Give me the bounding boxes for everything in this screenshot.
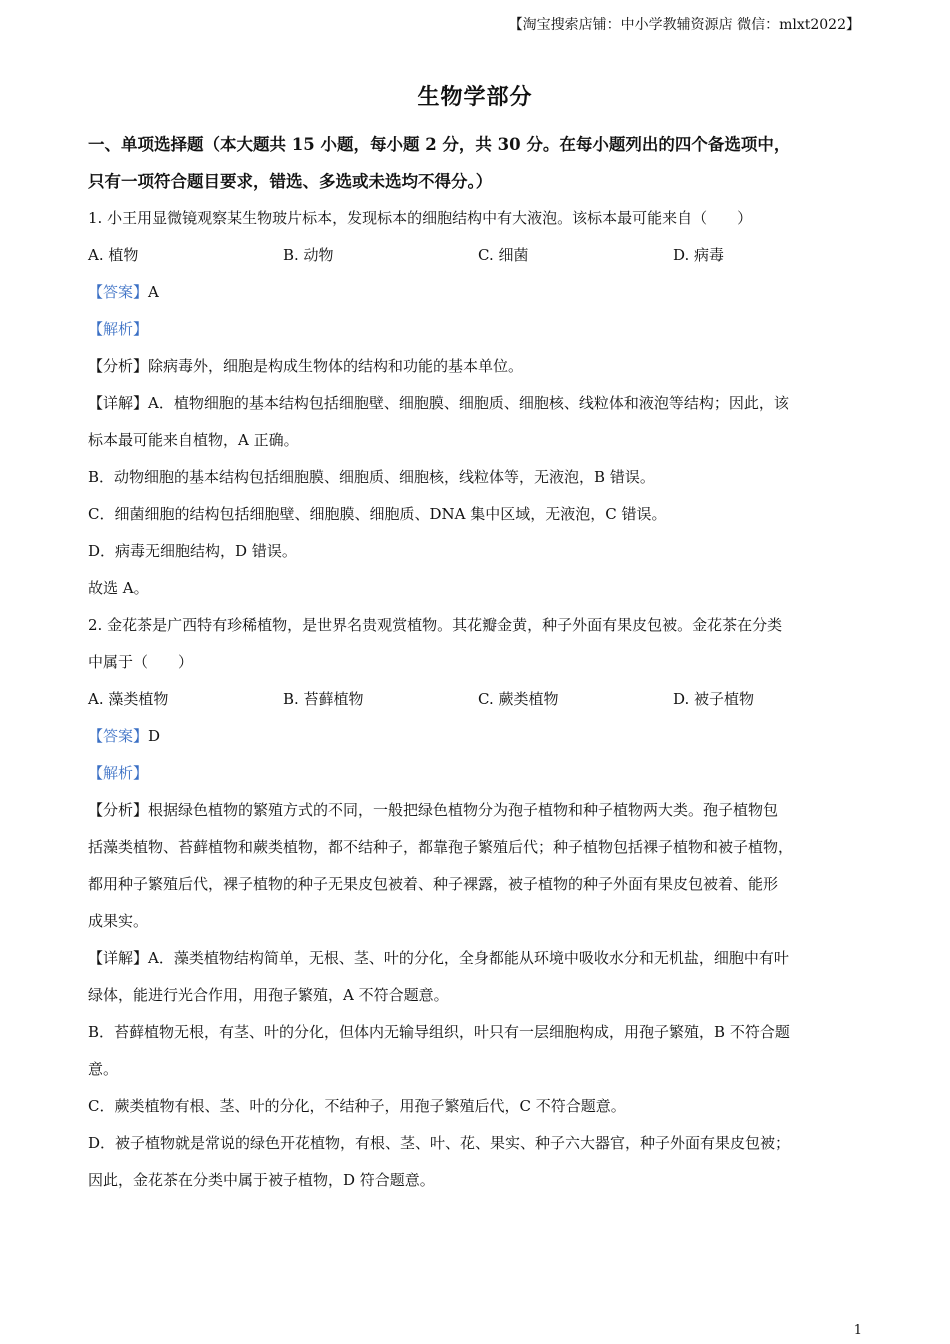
q2-option-a: A. 藻类植物 xyxy=(88,690,169,708)
q1-option-c: C. 细菌 xyxy=(478,246,529,264)
q2-option-c: C. 蕨类植物 xyxy=(478,690,559,708)
q1-option-a: A. 植物 xyxy=(88,246,139,264)
q1-answer xyxy=(88,274,868,311)
page-number: 1 xyxy=(853,1323,862,1338)
q1-analysis-tag: 【解析】 xyxy=(88,320,149,338)
q2-fenxi-line2: 括藻类植物、苔藓植物和蕨类植物，都不结种子，都靠孢子繁殖后代；种子植物包括裸子植物和被子植物， xyxy=(88,838,794,856)
q2-detail-b1: B．苔藓植物无根，有茎、叶的分化，但体内无输导组织，叶只有一层细胞构成，用孢子繁殖，B 不符合题 xyxy=(88,1023,790,1041)
section-heading-line2: 只有一项符合题目要求，错选、多选或未选均不得分。） xyxy=(88,172,493,191)
q1-detail-b: B．动物细胞的基本结构包括细胞膜、细胞质、细胞核，线粒体等，无液泡，B 错误。 xyxy=(88,468,655,486)
q2-answer-tag: 【答案】 xyxy=(88,727,149,745)
q2-detail-a2: 绿体，能进行光合作用，用孢子繁殖，A 不符合题意。 xyxy=(88,986,449,1004)
q2-fenxi-line4: 成果实。 xyxy=(88,912,149,930)
q1-detail-a1: A．植物细胞的基本结构包括细胞壁、细胞膜、细胞质、细胞核、线粒体和液泡等结构；因此，该 xyxy=(148,394,789,412)
section-heading-line1: 一、单项选择题（本大题共 15 小题，每小题 2 分，共 30 分。在每小题列出的四个备选项中， xyxy=(88,135,791,154)
q2-answer-value: D xyxy=(148,727,161,745)
q2-detail-c: C．蕨类植物有根、茎、叶的分化，不结种子，用孢子繁殖后代，C 不符合题意。 xyxy=(88,1097,626,1115)
q1-option-b: B. 动物 xyxy=(283,246,334,264)
q2-stem-line1: 2. 金花茶是广西特有珍稀植物，是世界名贵观赏植物。其花瓣金黄，种子外面有果皮包被。金花茶在分类 xyxy=(88,616,783,634)
q2-stem-line2: 中属于（ ） xyxy=(88,653,194,671)
q2-fenxi-line3: 都用种子繁殖后代，裸子植物的种子无果皮包被着、种子裸露，被子植物的种子外面有果皮包被着、能形 xyxy=(88,875,779,893)
q1-detail-d: D．病毒无细胞结构，D 错误。 xyxy=(88,542,297,560)
q2-detail-a xyxy=(88,940,868,977)
page-title: 生物学部分 xyxy=(417,84,533,110)
q1-option-d: D. 病毒 xyxy=(673,246,725,264)
q2-option-b: B. 苔藓植物 xyxy=(283,690,364,708)
q1-fenxi-tag: 【分析】 xyxy=(88,357,149,375)
q2-option-d: D. 被子植物 xyxy=(673,690,755,708)
q2-detail-a1: A．藻类植物结构简单，无根、茎、叶的分化，全身都能从环境中吸收水分和无机盐，细胞中有叶 xyxy=(148,949,789,967)
q2-fenxi-tag: 【分析】 xyxy=(88,801,149,819)
q2-answer xyxy=(88,718,868,755)
header-note: 【淘宝搜索店铺：中小学教辅资源店 微信：mlxt2022】 xyxy=(508,17,860,33)
q1-answer-value: A xyxy=(148,283,159,301)
document-body xyxy=(88,126,868,1199)
q2-detail-d1: D．被子植物就是常说的绿色开花植物，有根、茎、叶、花、果实、种子六大器官，种子外面有果皮包被； xyxy=(88,1134,791,1152)
q1-options xyxy=(88,237,868,274)
q1-detail-a xyxy=(88,385,868,422)
q2-analysis-tag: 【解析】 xyxy=(88,764,149,782)
q1-conclusion: 故选 A。 xyxy=(88,579,149,597)
q1-fenxi xyxy=(88,348,868,385)
q2-detail-b2: 意。 xyxy=(88,1060,119,1078)
q2-detail-d2: 因此，金花茶在分类中属于被子植物，D 符合题意。 xyxy=(88,1171,435,1189)
q2-fenxi-line1 xyxy=(88,792,868,829)
q2-fenxi-text1: 根据绿色植物的繁殖方式的不同，一般把绿色植物分为孢子植物和种子植物两大类。孢子植物包 xyxy=(148,801,779,819)
q1-detail-a2: 标本最可能来自植物，A 正确。 xyxy=(88,431,299,449)
q1-answer-tag: 【答案】 xyxy=(88,283,149,301)
q1-stem: 1. 小王用显微镜观察某生物玻片标本，发现标本的细胞结构中有大液泡。该标本最可能来自（ ） xyxy=(88,209,753,227)
q2-detail-tag: 【详解】 xyxy=(88,949,149,967)
q1-detail-tag: 【详解】 xyxy=(88,394,149,412)
q2-options xyxy=(88,681,868,718)
q1-fenxi-text: 除病毒外，细胞是构成生物体的结构和功能的基本单位。 xyxy=(148,357,524,375)
q1-detail-c: C．细菌细胞的结构包括细胞壁、细胞膜、细胞质、DNA 集中区域，无液泡，C 错误。 xyxy=(88,505,667,523)
